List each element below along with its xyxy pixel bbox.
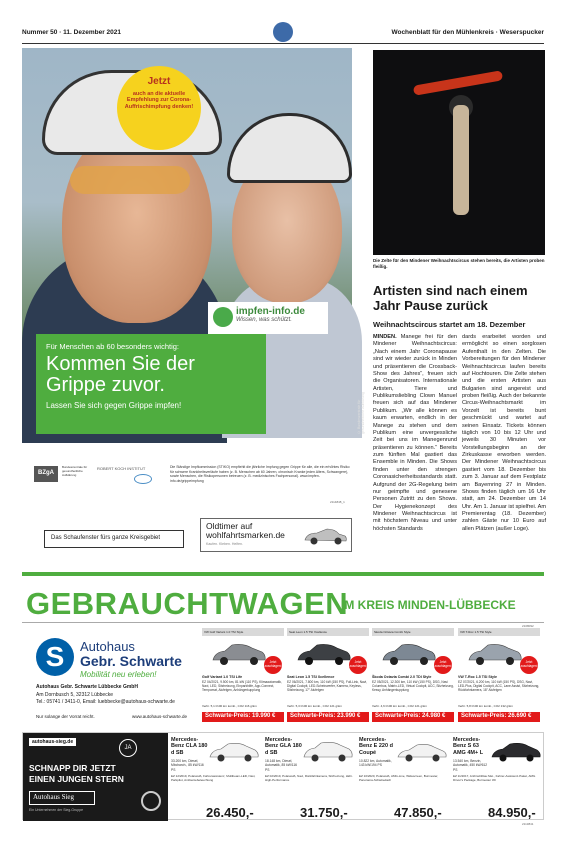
schwarte-address <box>36 684 206 707</box>
car-consumption: Verbr. 5,3 l/100 km komb., CO2 121 g/km <box>287 704 343 708</box>
mercedes-detail: EZ 11/2017, Anthrazitblau Met., Fahrer-Assistenz-Paket, AMG Driver's Package, Burmester 3D <box>453 774 536 782</box>
acrobat-top-figure <box>413 70 503 95</box>
deal-badge: Jetzt zuschlagen! <box>264 656 282 674</box>
rki-name: ROBERT KOCH INSTITUT <box>97 466 146 471</box>
car-price: Schwarte-Preis: 26.690 € <box>458 712 540 722</box>
photo-caption: Die Zelte für den Mindener Weihnachtscircus stehen bereits, die Artisten proben fleißig. <box>373 258 545 270</box>
car-card-1[interactable] <box>202 628 284 726</box>
vintage-car-icon <box>301 525 349 547</box>
jetzt-badge <box>117 66 201 150</box>
car-image-icon <box>295 640 353 668</box>
section-title: GEBRAUCHTWAGEN <box>26 586 349 621</box>
flu-vaccine-ad[interactable] <box>22 48 365 434</box>
car-image-icon <box>396 739 448 765</box>
woman-helmet <box>227 113 352 183</box>
jetzt-badge-text: auch an die aktuelle Empfehlung zur Corona-Auffrischimpfung denken! <box>124 90 194 111</box>
mercedes-detail: EZ 10/2020, Polarweiß, AMG-Line, Widescreen, Burmester, Panorama-Schiebedach <box>359 774 439 782</box>
car-title: Škoda Octavia Combi 2.0 TDI Style <box>372 675 432 679</box>
mercedes-card-1[interactable] <box>168 733 262 821</box>
sieg-code: 2113841 <box>522 822 534 826</box>
sieg-ad[interactable] <box>22 732 544 820</box>
car-spec: EZ 06/2021, 7.800 km, 110 kW (150 PS), Full-Link, Navi, Digital Cockpit, LED-Scheinwerfer, Kamera, Keyless, Sitzheizung, 17" Alufelgen <box>287 680 368 693</box>
ad-line-1: Für Menschen ab 60 besonders wichtig: <box>46 342 179 351</box>
car-card-4[interactable] <box>458 628 540 726</box>
mercedes-price: 26.450,- <box>206 805 254 820</box>
stiko-text: Die Ständige Impfkommission (STIKO) empfiehlt die jährliche Impfung gegen Grippe für alle, die ein erhöhtes Risiko für schwere Krankheitsverläufe haben (z. B. Menschen ab 60 Jahren, chronisch Kranke jeden Alters, Schwangere), sowie Menschen, die Risikopersonen betreuen (z. B. medizinisches Fachpersonal). www.impfen-info.de/grippeimpfung <box>170 465 350 484</box>
car-image-icon <box>466 640 524 668</box>
bzga-logo: BZgA <box>34 466 58 482</box>
issue-info: Nummer 50 · 11. Dezember 2021 <box>22 29 121 36</box>
car-title: Seat Leon 1.5 TSI Xcellence <box>287 675 335 679</box>
mercedes-title: Mercedes-Benz CLA 180 d SB <box>171 737 208 756</box>
oldtimer-line-1: Oldtimer auf <box>206 521 253 531</box>
car-title: VW T-Roc 1.5 TSI Style <box>458 675 497 679</box>
mercedes-card-3[interactable] <box>356 733 450 821</box>
ad-code: 2114848_1 <box>330 500 345 504</box>
schwarte-street: Am Dornbusch 5, 32312 Lübbecke <box>36 691 113 698</box>
ad-message-box <box>36 334 266 434</box>
mercedes-price: 84.950,- <box>488 805 536 820</box>
car-image-icon <box>208 739 260 765</box>
mercedes-detail: EZ 02/2019, Polarweiß, Navi, Rückfahrkamera, Sitzheizung, LED-High-Performance <box>265 774 353 782</box>
impfen-info-logo[interactable] <box>208 302 328 334</box>
ja-logo-icon: JA <box>119 739 137 757</box>
sieg-brand-panel <box>23 733 168 821</box>
car-consumption: Verbr. 4,6 l/100 km komb., CO2 121 g/km <box>372 704 428 708</box>
paper-name: Wochenblatt für den Mühlenkreis · Weserspucker <box>391 29 544 36</box>
mercedes-title: Mercedes-Benz GLA 180 d SB <box>265 737 302 756</box>
car-price: Schwarte-Preis: 19.990 € <box>202 712 284 722</box>
deal-badge: Jetzt zuschlagen! <box>520 656 538 674</box>
car-consumption: Verbr. 5,8 l/100 km komb., CO2 132 g/km <box>458 704 514 708</box>
schwarte-ad[interactable] <box>22 628 544 726</box>
car-image-icon <box>380 640 438 668</box>
article-dateline: MINDEN. <box>373 334 397 340</box>
impfen-flower-icon <box>213 307 233 327</box>
mercedes-detail: EZ 12/2019, Polarweiß, Fahrerassistenz, Multibeam-LED, Navi, Parkpilot, Ambientebeleuchtung <box>171 774 256 782</box>
oldtimer-line-2: wohlfahrtsmarken.de <box>206 529 285 540</box>
mercedes-spec: 10.822 km, Automatik, 143 kW/194 PS <box>359 759 392 768</box>
section-rule <box>22 622 544 623</box>
article-column-1 <box>373 334 457 584</box>
sieg-headline: SCHNAPP DIR JETZT EINEN JUNGEN STERN <box>29 763 124 784</box>
photo-credit: © Bundeszentrale für gesundheitliche Aufklärung <box>357 392 365 434</box>
mercedes-spec: 18.148 km, Diesel, Automatik, 85 kW/116 PS <box>265 759 298 772</box>
gw-code: 2108092 <box>522 624 534 628</box>
car-image-icon <box>302 739 354 765</box>
oldtimer-line-3: Kaufen. Kleben. Helfen. <box>206 541 243 546</box>
section-region: IM KREIS MINDEN-LÜBBECKE <box>341 598 516 612</box>
ad-headline: Kommen Sie der Grippe zuvor. <box>46 353 195 396</box>
car-consumption: Verbr. 5,1 l/100 km komb., CO2 116 g/km <box>202 704 257 708</box>
car-price: Schwarte-Preis: 24.980 € <box>372 712 454 722</box>
sieg-logo: Autohaus Sieg <box>29 791 95 805</box>
ad-line-3: Lassen Sie sich gegen Grippe impfen! <box>46 401 182 410</box>
vaccine-ad-footer <box>22 438 352 496</box>
car-image-icon <box>210 640 268 668</box>
gebrauchtwagen-header <box>22 584 544 622</box>
jetzt-badge-title: Jetzt <box>147 76 171 87</box>
mercedes-title: Mercedes-Benz S 63 AMG 4M+ L <box>453 737 484 756</box>
schwarte-name-2: Gebr. Schwarte <box>80 653 182 669</box>
impfen-tagline: Wissen, was schützt. <box>236 317 292 323</box>
article-column-2: dards erarbeitet worden und ermöglicht so einen sorglosen Aufenthalt in den Zelten. Die Vorbereitungen für den Mindener Weihnachtscircus laufen bereits auf Hochtouren. Die Zelte stehen und die ersten Artisten aus Bulgarien sind angereist und proben fleißig. Auch der bekannte Circus-Weihnachtsmarkt im Vorzelt ist bereits bunt geschmückt und wartet auf seinen Einsatz. Tickets können täglich von 10 bis 12 Uhr und jeweils 30 Minuten vor Vorstellungsbeginn an der Zirkuskasse erworben werden. Der Mindener Weihnachtscircus gastiert vom 18. Dezember bis zum 3. Januar auf dem Festplatz am Bayernring 27 in Minden. Shows finden täglich um 16 Uhr statt, am 24. Dezember um 14 Uhr. Am 1. Januar ist spielfrei. Am Premierentag (18. Dezember) zahlen Gäste nur 10 Euro auf allen Plätzen (außer Loge). <box>462 334 546 532</box>
article-headline: Artisten sind nach einem Jahr Pause zurück <box>373 283 528 313</box>
schwarte-logo-icon: S <box>36 638 74 676</box>
car-card-header: VW Golf Variant 1.0 TSI Style <box>202 628 284 636</box>
acrobat-photo <box>373 50 545 255</box>
car-card-3[interactable] <box>372 628 454 726</box>
car-spec: EZ 05/2021, 12.300 km, 110 kW (150 PS), DSG, Navi Columbus, Matrix-LED, Virtual Cockpit, ACC, Sitzheizung, Kessy, Anhängerkupplung <box>372 680 454 693</box>
schwarte-disclaimer: Nur solange der Vorrat reicht. <box>36 714 95 719</box>
acrobat-base-figure <box>453 105 469 215</box>
car-card-header: Skoda Octavia Combi Style <box>372 628 454 636</box>
schaufenster-box: Das Schaufenster fürs ganze Kreisgebiet <box>44 530 184 548</box>
car-price: Schwarte-Preis: 23.990 € <box>287 712 369 722</box>
mercedes-card-2[interactable] <box>262 733 356 821</box>
man-sunglasses <box>70 166 190 194</box>
car-spec: EZ 07/2021, 6.200 km, 110 kW (150 PS), DSG, Navi, LED-Plus, Digital Cockpit, ACC, Lane Assist, Sitzheizung, Rückfahrkamera, 18" Alufelgen <box>458 680 540 693</box>
section-divider <box>22 572 544 576</box>
schwarte-phone: Tel.: 05741 / 3411-0, Email: luebbecke@autohaus-schwarte.de <box>36 699 175 705</box>
oldtimer-ad[interactable] <box>200 518 352 552</box>
schwarte-name-1: Autohaus <box>80 639 135 654</box>
article-text-1: Manege frei für den Mindener Weihnachtscircus: „Nach einem Jahr Coronapause sind wir wieder zurück in Minden und präsentieren die Crossback-Show des Jahres“, freuen sich die Organisatoren. Internationale Artisten, Tiere und Publikumsliebling Clown Manuel freuen sich auf das Mindener Publikum. „Wir alle können es kaum erwarten, endlich in der Manege zu stehen und dem Publikum eine unvergessliche Zeit bei uns im Manegenrund präsentieren zu können.“ Bereits zum fünften Mal gastiert das Ensemble in Minden. Die Shows finden unter den strengen Coronasicherheitsstandards statt. Aufgrund der 2G-Regelung beim nur geimpfte und genesene Personen Zutritt zu den Shows. Der Hygienekonzept des Mindener Weihnachtscircus ist mit höchstem Niveau und unter höchsten Standards <box>373 334 457 532</box>
car-title: Golf Variant 1.0 TSI Life <box>202 675 243 679</box>
deal-badge: Jetzt zuschlagen! <box>349 656 367 674</box>
schwarte-website[interactable]: www.autohaus-schwarte.de <box>132 714 188 719</box>
mercedes-price: 31.750,- <box>300 805 348 820</box>
mercedes-spec: 33.200 km, Diesel, Mbcharch., 85 kW/116 PS <box>171 759 204 772</box>
article-subhead: Weihnachtscircus startet am 18. Dezember <box>373 320 526 329</box>
mercedes-card-4[interactable] <box>450 733 544 821</box>
rki-logo-icon <box>134 474 152 484</box>
bzga-text: Bundeszentrale für gesundheitliche Aufklärung <box>62 465 88 477</box>
mercedes-title: Mercedes-Benz E 220 d Coupé <box>359 737 393 756</box>
page-header <box>22 22 544 44</box>
schwarte-company: Autohaus Gebr. Schwarte Lübbecke GmbH <box>36 684 138 690</box>
car-card-header: Seat Leon 1.5 TSI Xcellence <box>287 628 369 636</box>
impfen-site-name: impfen-info.de <box>236 306 305 317</box>
mercedes-price: 47.850,- <box>394 805 442 820</box>
masthead-logo-icon <box>273 22 293 42</box>
schwarte-slogan: Mobilität neu erleben! <box>80 670 157 679</box>
car-card-2[interactable] <box>287 628 369 726</box>
car-card-header: VW T-Roc 1.5 TSI Style <box>458 628 540 636</box>
sieg-subline: Ein Unternehmen der Sieg-Gruppe <box>29 808 84 812</box>
mercedes-spec: 13.540 km, Benzin, Automatik, 450 kW/612 PS <box>453 759 488 772</box>
car-image-icon <box>490 739 542 765</box>
sieg-website[interactable]: autohaus-sieg.de <box>29 738 76 746</box>
car-spec: EZ 04/2021, 9.500 km, 81 kW (110 PS), Klimaautomatik, Navi, LED, Sitzheizung, Einparkhilfe, App-Connect, Tempomat, Alufelgen, Anhängerkupplung <box>202 680 282 693</box>
deal-badge: Jetzt zuschlagen! <box>434 656 452 674</box>
mercedes-star-icon <box>141 791 161 811</box>
